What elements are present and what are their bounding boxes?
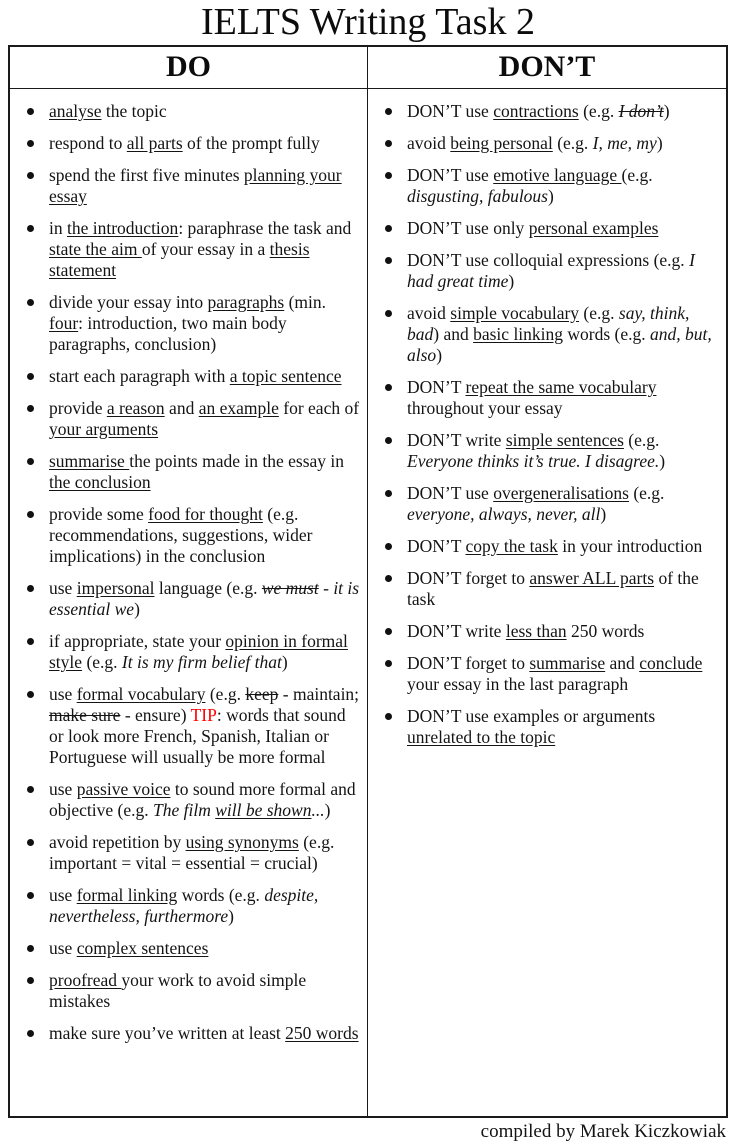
text-run: (e.g. [578,101,619,121]
page-title: IELTS Writing Task 2 [201,1,535,43]
text-run: repeat the same vocabulary [465,377,657,397]
text-run: 250 words [285,1023,359,1043]
text-run: DON’T write [407,430,506,450]
text-run: The film [152,800,216,820]
text-run: an example [198,398,279,418]
text-run: for each of [278,398,360,418]
text-run: despite, nevertheless, furthermore [49,885,319,926]
text-run: all parts [126,133,183,153]
text-run: state the aim [49,239,142,259]
list-item [10,292,361,355]
text-run: (e.g. recommendations, suggestions, wider implications) in the conclusion [49,504,313,566]
list-item [368,218,720,239]
list-item [10,578,361,620]
text-run: DON’T use [407,483,494,503]
text-run: a topic sentence [229,366,342,386]
dont-column-cell [368,89,726,1116]
text-run: and, but, also [407,324,712,365]
text-run: respond to [49,133,127,153]
text-run: start each paragraph with [49,366,230,386]
text-run: the points made in the essay in [129,451,345,471]
text-run: avoid [407,133,451,153]
text-run: - maintain; [278,684,360,704]
list-item [10,970,361,1012]
text-run: summarise [49,451,130,471]
text-run: analyse [49,101,102,121]
text-run: use [49,779,77,799]
text-run: passive voice [76,779,171,799]
text-run: DON’T [407,377,466,397]
text-run: DON’T forget to [407,568,530,588]
text-run: proofread [49,970,122,990]
text-run: ) and [433,324,474,344]
text-run: ) [281,652,288,672]
text-run: being personal [450,133,553,153]
do-dont-table [8,45,728,1118]
text-run: use [49,938,77,958]
text-run: (e.g. [552,133,593,153]
text-run: your arguments [49,419,159,439]
text-run: summarise [529,653,606,673]
text-run: opinion in formal style [49,631,348,672]
list-item [10,218,361,281]
text-run: ) [324,800,331,820]
list-item [10,366,361,387]
text-run: it is essential we [49,578,360,619]
text-run: DON’T use only [407,218,529,238]
text-run: and [605,653,640,673]
text-run: use [49,684,77,704]
list-item [368,303,720,366]
text-run: - [318,578,334,598]
list-item [368,568,720,610]
text-run: unrelated to the topic [407,727,556,747]
text-run: will be shown [215,800,312,820]
text-run: I, me, my [592,133,657,153]
text-run: (e.g. [628,483,665,503]
text-run: less than [505,621,567,641]
text-run: to sound more formal and objective (e.g. [49,779,356,820]
text-run: impersonal [76,578,155,598]
text-run: DON’T use examples or arguments [407,706,656,726]
list-item [368,430,720,472]
text-run: ) [656,133,663,153]
text-run: (e.g. [82,652,122,672]
text-run: keep [245,684,279,704]
text-run: conclude [639,653,703,673]
text-run: 250 words [566,621,645,641]
text-run: emotive language [493,165,622,185]
text-run: paragraphs [207,292,285,312]
text-run: of the prompt fully [182,133,320,153]
text-run: use [49,578,77,598]
text-run: make sure [49,705,121,725]
text-run: planning your essay [49,165,342,206]
text-run: a reason [106,398,165,418]
text-run: words (e.g. [177,885,265,905]
list-item [368,165,720,207]
dont-column-header: DON’T [368,47,726,89]
text-run: and [164,398,199,418]
text-run: basic linking [473,324,564,344]
text-run: your essay in the last paragraph [407,674,629,694]
text-run: (min. [284,292,327,312]
text-run: - ensure) [120,705,191,725]
text-run: copy the task [465,536,558,556]
list-item [368,621,720,642]
text-run: ) [436,345,443,365]
text-run: ) [663,101,670,121]
text-run: spend the first five minutes [49,165,244,185]
text-run: DON’T use [407,165,494,185]
text-run: your work to avoid simple mistakes [49,970,307,1011]
text-run: simple sentences [505,430,624,450]
text-run: (e.g. [621,165,653,185]
do-column-header: DO [10,47,368,89]
text-run: TIP [190,705,217,725]
text-run: the conclusion [49,472,151,492]
text-run: say, think, bad [407,303,690,344]
list-item [368,706,720,748]
text-run: of your essay in a [141,239,270,259]
text-run: I don’t [618,101,664,121]
text-run: overgeneralisations [493,483,629,503]
list-item [10,451,361,493]
text-run: : paraphrase the task and [178,218,352,238]
list-item [10,165,361,207]
list-item [368,483,720,525]
do-list [10,101,361,1044]
list-item [10,1023,361,1044]
text-run: Everyone thinks it’s true. I disagree. [407,451,660,471]
text-run: in your introduction [557,536,703,556]
text-run: answer ALL parts [529,568,655,588]
text-run: ) [134,599,140,619]
footer-credit: compiled by Marek Kiczkowiak [480,1121,726,1142]
text-run: provide some [49,504,149,524]
text-run: we must [261,578,319,598]
text-run: (e.g. [205,684,246,704]
text-run: the topic [101,101,167,121]
list-item [368,133,720,154]
text-run: : words that sound or look more French, Spanish, Italian or Portuguese will usually be more formal [49,705,346,767]
text-run: disgusting, fabulous [407,186,548,206]
text-run: DON’T [407,536,466,556]
list-item [10,779,361,821]
text-run: contractions [493,101,579,121]
text-run: four [49,313,79,333]
text-run: DON’T write [407,621,506,641]
text-run: make sure you’ve written at least [49,1023,286,1043]
text-run: personal examples [528,218,659,238]
list-item [368,101,720,122]
text-run: (e.g. [623,430,660,450]
list-item [10,398,361,440]
text-run: I had great time [407,250,695,291]
text-run: ) [228,906,234,926]
text-run: thesis statement [49,239,310,280]
list-item [10,832,361,874]
text-run: : introduction, two main body paragraphs, conclusion) [49,313,287,354]
text-run: It is my firm belief that [121,652,282,672]
text-run: everyone, always, never, all [407,504,601,524]
text-run: (e.g. important = vital = essential = crucial) [49,832,335,873]
text-run: food for thought [148,504,263,524]
text-run: formal linking [76,885,178,905]
list-item [10,133,361,154]
do-column-cell [10,89,368,1116]
text-run: throughout your essay [407,398,563,418]
text-run: language (e.g. [154,578,262,598]
text-run: avoid repetition by [49,832,186,852]
text-run: the introduction [67,218,179,238]
list-item [10,684,361,768]
text-run: in [49,218,67,238]
text-run: DON’T use [407,101,494,121]
list-item [10,938,361,959]
text-run: words (e.g. [563,324,651,344]
text-run: use [49,885,77,905]
text-run: (e.g. [579,303,619,323]
list-item [10,631,361,673]
list-item [368,653,720,695]
text-run: of the task [407,568,699,609]
text-run: formal vocabulary [76,684,206,704]
text-run: DON’T use colloquial expressions (e.g. [407,250,690,270]
text-run: DON’T forget to [407,653,530,673]
text-run: ) [659,451,666,471]
text-run: provide [49,398,107,418]
text-run: ... [311,800,325,820]
text-run: using synonyms [185,832,299,852]
text-run: simple vocabulary [450,303,580,323]
text-run: complex sentences [76,938,209,958]
dont-list [368,101,720,748]
text-run: ) [508,271,515,291]
text-run: ) [548,186,554,206]
list-item [368,377,720,419]
list-item [368,250,720,292]
text-run: if appropriate, state your [49,631,226,651]
text-run: avoid [407,303,451,323]
list-item [10,504,361,567]
text-run: ) [600,504,607,524]
list-item [368,536,720,557]
text-run: divide your essay into [49,292,208,312]
list-item [10,101,361,122]
list-item [10,885,361,927]
